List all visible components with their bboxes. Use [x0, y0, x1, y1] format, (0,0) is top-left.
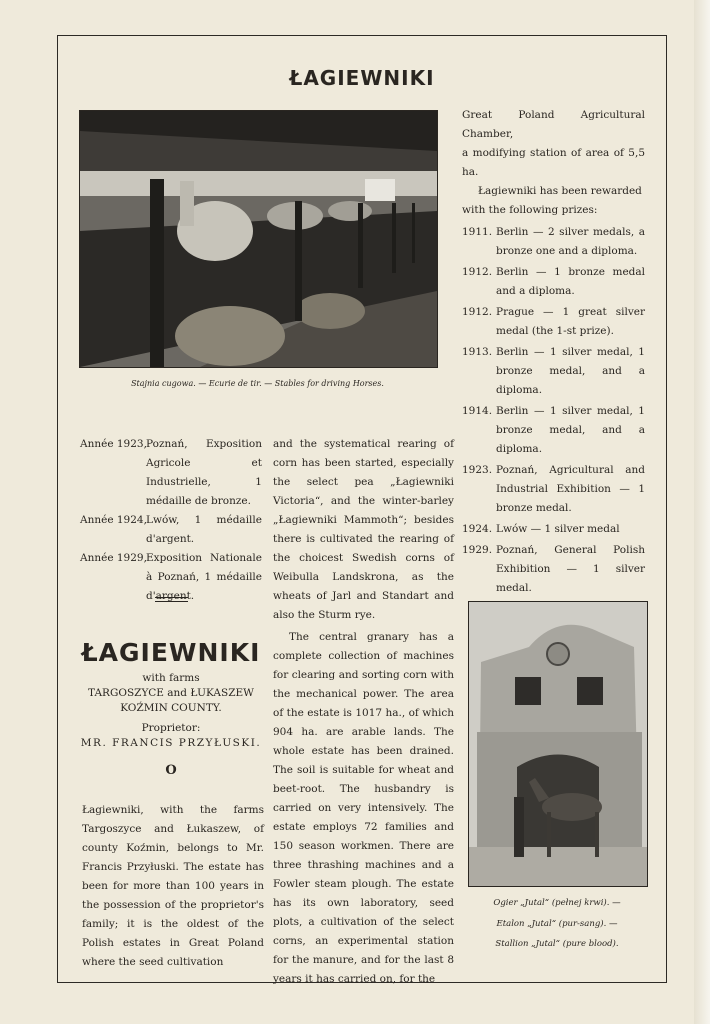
stallion-caption-fr: Etalon „Jutal“ (pur-sang). — — [496, 919, 618, 929]
prize-year: 1929. — [462, 544, 493, 556]
prize-entry — [462, 343, 645, 400]
french-prize-text: Exposition Nationale à Poznań, 1 médaille d'argent. — [146, 552, 262, 602]
prize-year: 1924. — [462, 523, 493, 535]
prize-text: Lwów — 1 silver medal — [496, 523, 620, 535]
page-edge — [694, 0, 710, 1024]
stable-photo — [79, 110, 438, 368]
prize-text: Poznań, Agricultural and Industrial Exhibition — 1 bronze medal. — [496, 464, 645, 514]
prize-entry — [462, 263, 645, 301]
estate-with-farms: with farms — [142, 672, 200, 684]
stable-photo-caption: Stajnia cugowa. — Ecurie de tir. — Stables for driving Horses. — [131, 379, 384, 388]
prize-text: Berlin — 2 silver medals, a bronze one and a diploma. — [496, 226, 645, 257]
page-frame — [57, 35, 667, 983]
ornament: O — [165, 763, 177, 778]
prizes-column — [462, 106, 645, 617]
estate-name: ŁAGIEWNIKI — [81, 638, 261, 667]
prize-year: 1913. — [462, 346, 493, 358]
french-prize-entry — [80, 435, 262, 511]
stallion-caption-en: Stallion „Jutal“ (pure blood). — [495, 939, 619, 949]
prize-text: Berlin — 1 silver medal, 1 bronze medal, and a diploma. — [496, 346, 645, 396]
prize-year: 1923. — [462, 464, 493, 476]
french-prize-year: Année 1929, — [80, 552, 147, 564]
prize-year: 1912. — [462, 266, 493, 278]
stallion-photo — [468, 601, 648, 887]
prize-entry — [462, 402, 645, 459]
prize-entry — [462, 461, 645, 518]
prize-entry — [462, 520, 645, 539]
prize-text: Berlin — 1 silver medal, 1 bronze medal, and a diploma. — [496, 405, 645, 455]
prize-entry — [462, 223, 645, 261]
middle-column — [273, 435, 454, 989]
prizes-intro-line: with the following prizes: — [462, 204, 598, 216]
middle-paragraph: The central granary has a complete collection of machines for clearing and sorting corn with the mechanical power. The area of the estate is 1017 ha., of which 904 ha. are arable lands. The whole estate has been drained. The soil is suitable for wheat and beet-root. The husbandry is carried on very intensively. The estate employs 72 families and 150 season workmen. There are three thrashing machines and a Fowler steam plough. The estate has its own laboratory, seed plots, a cultivation of the select corns, an experimental station for the manure, and for the last 8 years it has carried on, for the — [273, 631, 454, 985]
french-prize-text: Lwów, 1 médaille d'argent. — [146, 514, 262, 545]
prizes-intro-line: a modifying station of area of 5,5 ha. — [462, 147, 645, 178]
estate-farms: TARGOSZYCE and ŁUKASZEW — [88, 687, 254, 699]
proprietor-label: Proprietor: — [141, 722, 201, 734]
prize-text: Berlin — 1 bronze medal and a diploma. — [496, 266, 645, 297]
middle-paragraph: and the systematical rearing of corn has been started, especially the select pea „Łagiewniki Victoria“, and the winter-barley „Łagiewniki Mammoth“; besides there is cultivated the rearing of the choicest Swedish corns of Weibulla Landskrona, as the wheats of Jarl and Standart and also the Sturm rye. — [273, 438, 454, 621]
page-title: ŁAGIEWNIKI — [289, 66, 435, 90]
french-prizes — [80, 435, 262, 606]
left-body-paragraph: Łagiewniki, with the farms Targoszyce and Łukaszew, of county Koźmin, belongs to Mr. Francis Przyłuski. The estate has been for more than 100 years in the possession of the proprietor's family; it is the oldest of the Polish estates in Great Poland where the seed cultivation — [82, 804, 264, 968]
stallion-caption-pl: Ogier „Jutal“ (pełnej krwi). — — [493, 898, 621, 908]
prize-text: Prague — 1 great silver medal (the 1-st prize). — [496, 306, 645, 337]
prize-year: 1914. — [462, 405, 493, 417]
prize-year: 1911. — [462, 226, 493, 238]
french-prize-text: Poznań, Exposition Agricole et Industrielle, 1 médaille de bronze. — [146, 438, 262, 507]
prize-entry — [462, 541, 645, 598]
prizes-intro-line: Great Poland Agricultural Chamber, — [462, 109, 645, 140]
french-prize-year: Année 1924, — [80, 514, 147, 526]
estate-county: KOŹMIN COUNTY. — [120, 702, 222, 714]
divider — [155, 597, 188, 602]
prizes-intro-line: Łagiewniki has been rewarded — [478, 185, 642, 197]
prize-year: 1912. — [462, 306, 493, 318]
french-prize-entry — [80, 511, 262, 549]
french-prize-year: Année 1923, — [80, 438, 147, 450]
estate-heading — [76, 638, 266, 778]
proprietor-name: MR. FRANCIS PRZYŁUSKI. — [80, 737, 262, 749]
prize-entry — [462, 303, 645, 341]
prize-text: Poznań, General Polish Exhibition — 1 silver medal. — [496, 544, 645, 594]
